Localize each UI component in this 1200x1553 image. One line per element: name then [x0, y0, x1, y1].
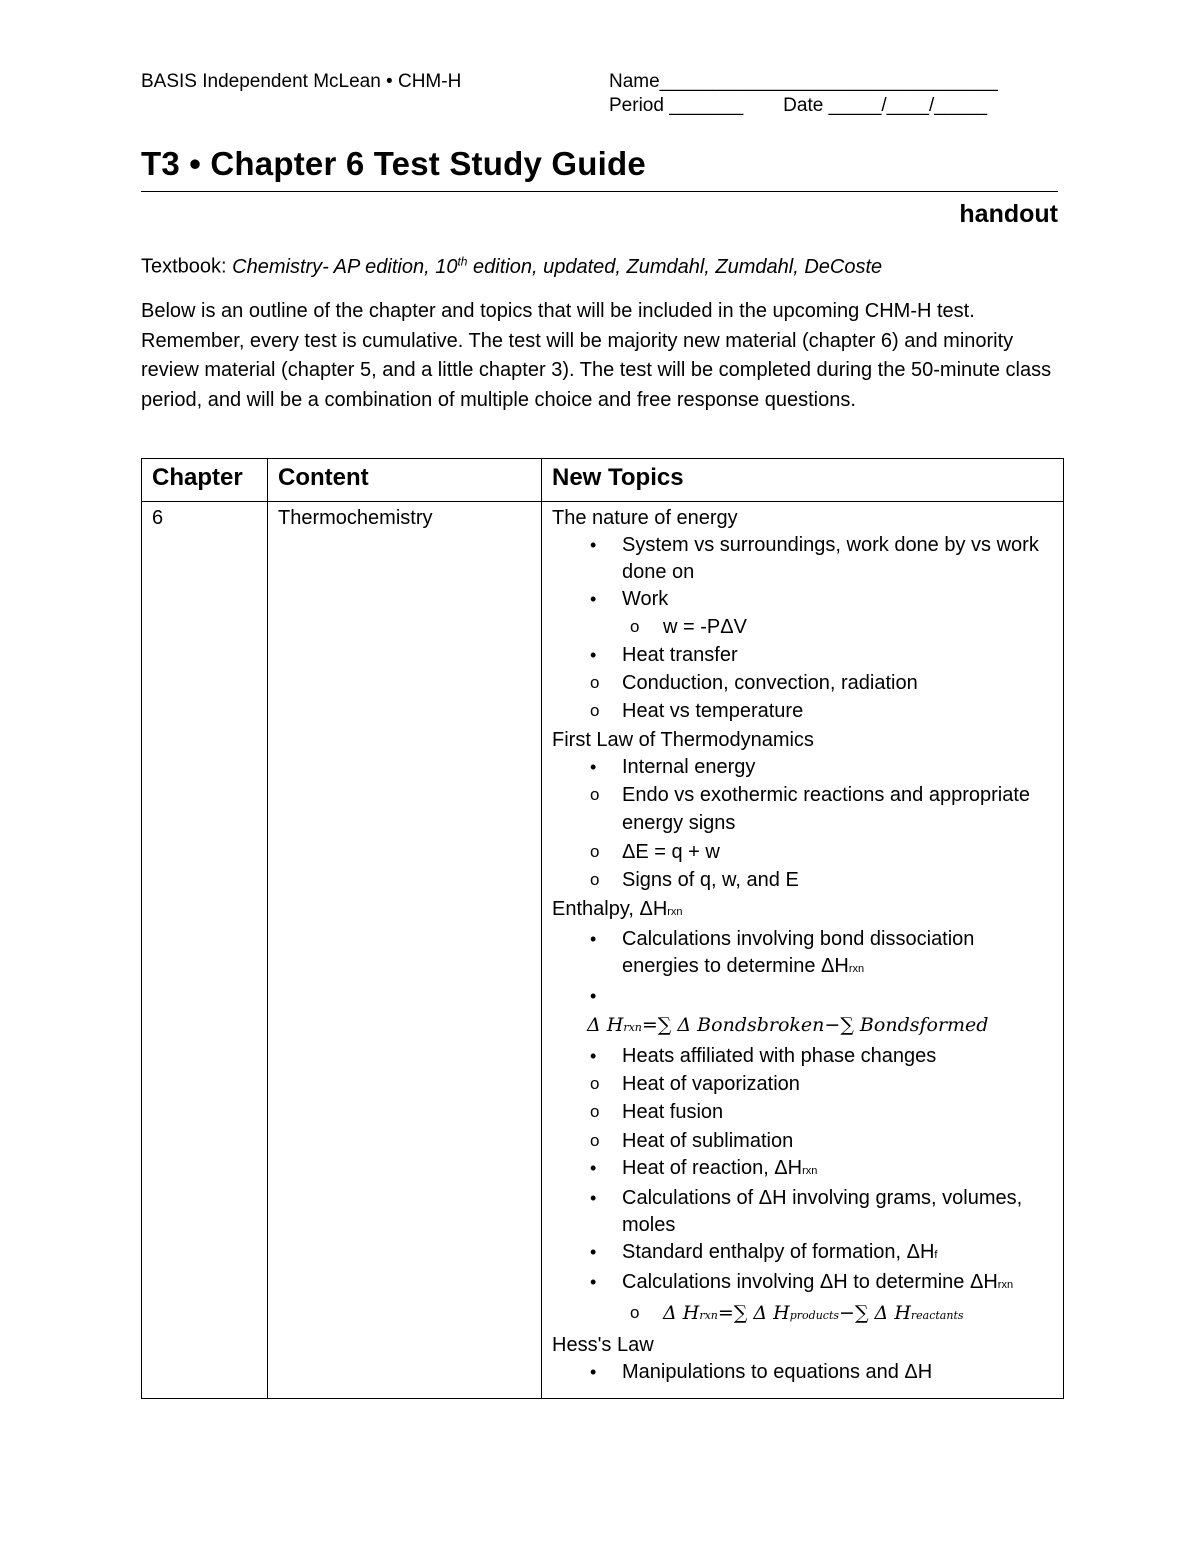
textbook-line — [141, 254, 882, 279]
bullet-icon: • — [590, 1045, 597, 1066]
textbook-label: Textbook: — [141, 255, 233, 278]
header-new-topics: New Topics — [542, 459, 1064, 502]
topic-nature-of-energy: The nature of energy — [552, 507, 738, 529]
bullet-icon: • — [590, 1188, 597, 1208]
list-item: o Heat of sublimation — [552, 1127, 1053, 1156]
list-enthalpy-cont — [552, 1043, 1053, 1070]
circle-bullet-icon: o — [590, 701, 600, 720]
circle-bullet-icon: o — [630, 617, 640, 636]
sublist-hf-equation — [622, 1299, 1053, 1331]
list-enthalpy-more — [552, 1155, 1053, 1331]
period-date-line — [609, 95, 998, 117]
list-hess — [552, 1359, 1053, 1386]
list-first-law — [552, 754, 1053, 781]
bullet-icon: • — [590, 589, 597, 609]
handout-tag: handout — [959, 200, 1058, 228]
list-item: • Calculations of ΔH involving grams, volumes, moles — [590, 1187, 1023, 1236]
list-item: o Heat fusion — [552, 1098, 1053, 1127]
school-course-label: BASIS Independent McLean • CHM-H — [141, 71, 462, 92]
date-line: Date _____/____/_____ — [783, 95, 988, 116]
bullet-icon: • — [590, 1158, 597, 1178]
circle-bullet-icon: o — [590, 870, 600, 889]
bullet-icon: • — [590, 1272, 597, 1292]
sublist-heat-transfer — [552, 669, 1053, 726]
list-item: • Heat transfer — [552, 642, 1053, 669]
list-item: • Internal energy — [552, 754, 1053, 781]
list-item: • Work o w = -PΔV — [552, 586, 1053, 642]
header-content: Content — [268, 459, 542, 502]
list-item: o w = -PΔV — [622, 613, 1053, 642]
circle-bullet-icon: o — [630, 1303, 640, 1322]
circle-bullet-icon: o — [590, 1130, 600, 1150]
list-item — [552, 983, 1053, 1010]
topic-enthalpy: Enthalpy, ΔHrxn — [552, 897, 683, 920]
topic-hess-law: Hess's Law — [552, 1333, 654, 1356]
circle-bullet-icon: o — [590, 784, 600, 804]
textbook-title: Chemistry- AP edition, 10th edition, updated, Zumdahl, Zumdahl, DeCoste — [232, 254, 883, 278]
list-item: o Signs of q, w, and E — [552, 866, 1053, 895]
circle-bullet-icon: o — [590, 1102, 600, 1121]
page-title: T3 • Chapter 6 Test Study Guide — [141, 145, 646, 182]
topic-first-law: First Law of Thermodynamics — [552, 728, 814, 751]
chapter-cell: 6 — [142, 502, 268, 1399]
bullet-icon: • — [590, 1361, 597, 1382]
circle-bullet-icon: o — [590, 672, 600, 692]
list-item: • System vs surroundings, work done by vs work done on — [590, 534, 1039, 583]
list-item: • Calculations involving bond dissociation energies to determine ΔHrxn — [590, 927, 975, 977]
topics-table — [141, 458, 1064, 1399]
bullet-icon: • — [590, 1242, 597, 1262]
list-item: o Conduction, convection, radiation — [552, 669, 1053, 698]
circle-bullet-icon: o — [590, 841, 600, 861]
formation-enthalpy-equation: Δ Hrxn=∑ Δ Hproducts−∑ Δ Hreactants — [663, 1302, 964, 1324]
bullet-icon: • — [590, 756, 597, 777]
list-enthalpy — [552, 926, 1053, 1010]
sublist-internal-energy — [552, 781, 1053, 895]
topics-cell — [542, 502, 1064, 1399]
table-row — [142, 502, 1064, 1399]
list-item: • Standard enthalpy of formation, ΔHf — [552, 1239, 1053, 1269]
content-cell: Thermochemistry — [268, 502, 542, 1399]
list-item: o ΔE = q + w — [552, 838, 1053, 867]
bullet-icon: • — [590, 644, 597, 665]
list-item — [622, 1299, 1053, 1331]
bullet-icon: • — [590, 928, 597, 949]
bullet-icon: • — [590, 985, 597, 1006]
list-item: • Heats affiliated with phase changes — [552, 1043, 1053, 1070]
intro-paragraph: Below is an outline of the chapter and topics that will be included in the upcoming CHM-H test. Remember, every test is cumulative. The test will be majority new material (chapter 6) and minority review material (chapter 5, and a little chapter 3). The test will be completed during the 50-minute class period, and will be a combination of multiple choice and free response questions. — [141, 300, 1052, 411]
period-line: Period _______ — [609, 95, 744, 116]
list-item: o Heat vs temperature — [552, 697, 1053, 726]
sublist-work — [622, 613, 1053, 642]
list-item: • Calculations involving ΔH to determine ΔHrxn o Δ Hrxn=∑ Δ Hproducts−∑ Δ Hreactants — [552, 1269, 1053, 1331]
title-rule — [141, 191, 1058, 192]
name-line: Name________________________________ — [609, 71, 998, 92]
list-nature — [552, 532, 1053, 669]
circle-bullet-icon: o — [590, 1073, 600, 1093]
sublist-phase-changes — [552, 1070, 1053, 1156]
header-chapter: Chapter — [142, 459, 268, 502]
list-item: o Heat of vaporization — [552, 1070, 1053, 1099]
table-header-row — [142, 459, 1064, 502]
student-info-block — [609, 71, 998, 117]
bullet-icon: • — [590, 535, 597, 555]
list-item: • Heat of reaction, ΔHrxn — [552, 1155, 1053, 1185]
list-item: o Endo vs exothermic reactions and appropriate energy signs — [552, 781, 1053, 838]
list-item: • Manipulations to equations and ΔH — [552, 1359, 1053, 1386]
bond-energy-equation: Δ Hrxn=∑ Δ Bondsbroken−∑ Bondsformed — [587, 1013, 989, 1036]
